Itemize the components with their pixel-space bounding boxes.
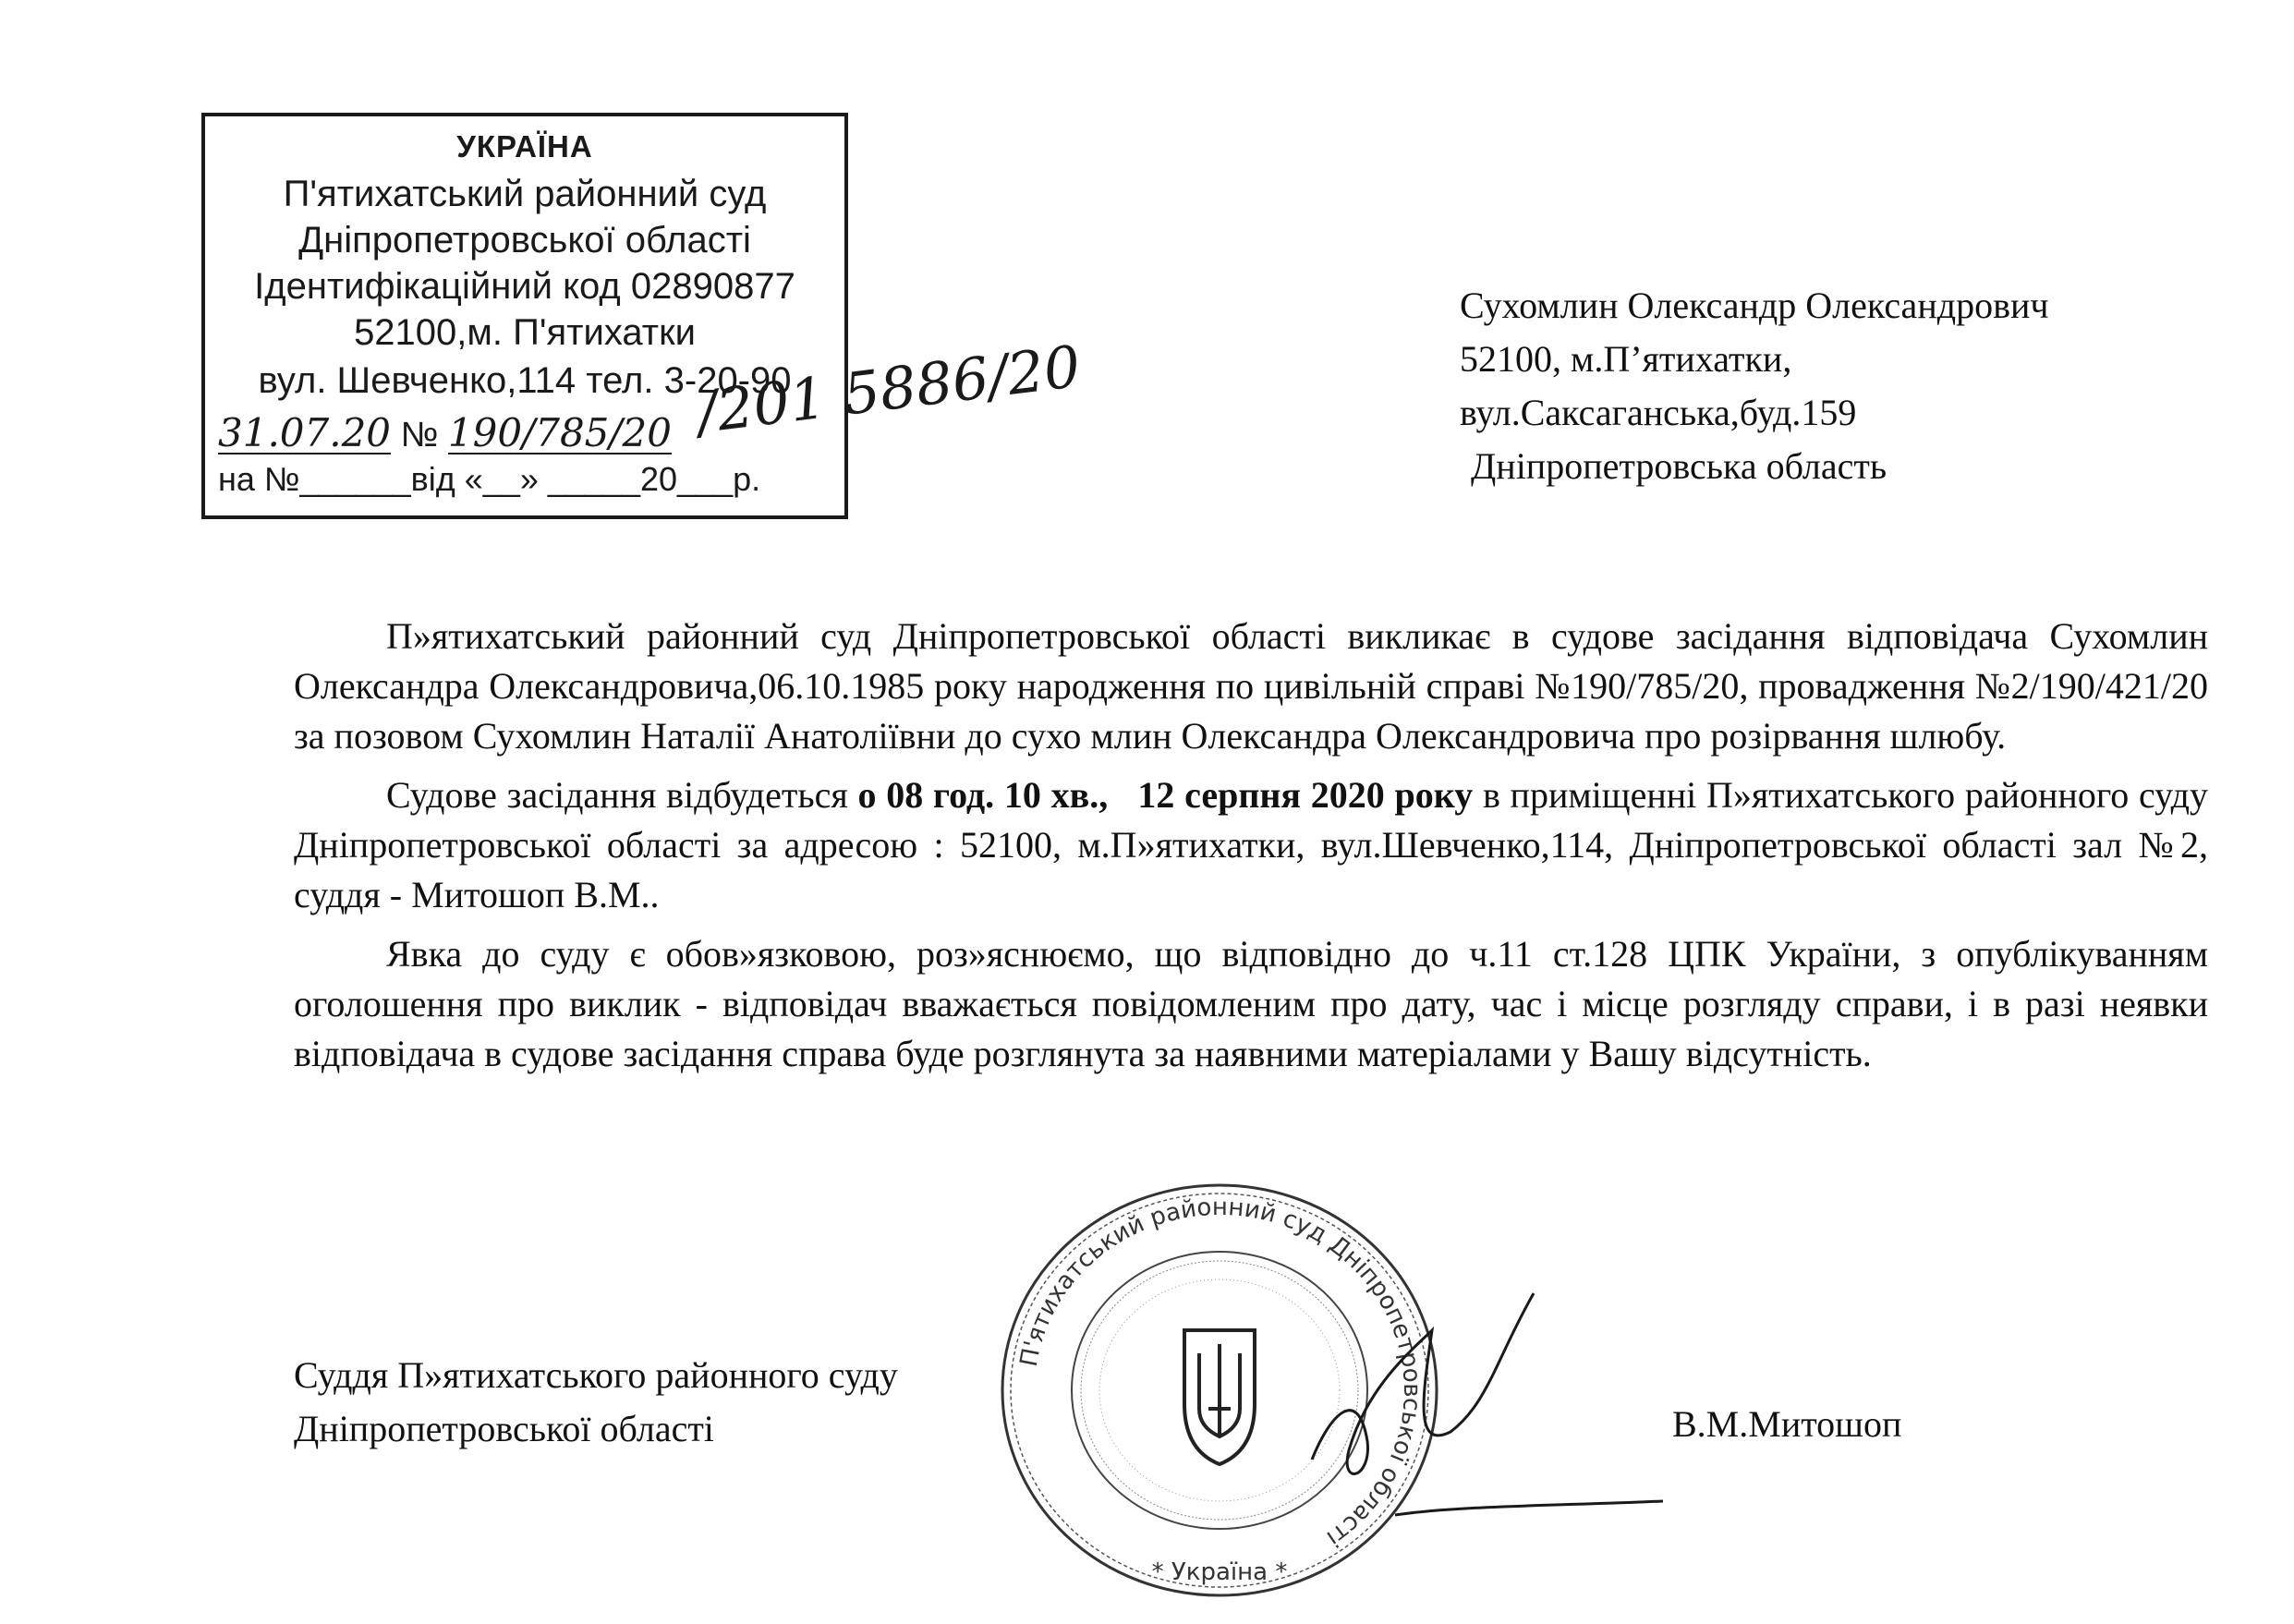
seal-ring-text: П'ятихатський районний суд Дніпропетровської області	[1014, 1193, 1426, 1553]
hearing-date: 12 серпня 2020 року	[1137, 774, 1474, 816]
paragraph-hearing	[294, 770, 2208, 920]
signer-title-line2: Дніпропетровської області	[294, 1408, 714, 1449]
paragraph-attendance: Явка до суду є обов»язковою, роз»яснюємо, що відповідно до ч.11 ст.128 ЦПК України, з опублікуванням оголошення про виклик - відповідач вважається повідомленим про дату, час і місце розгляду справи, і в разі неявки відповідача в судове засідання справа буде розглянута за наявними матеріалами у Вашу відсутність.	[294, 933, 2208, 1074]
stamp-number-label: №	[400, 416, 439, 454]
addressee-street: вул.Саксаганська,буд.159	[1460, 392, 1857, 433]
stamp-reply-line: на №______від «__» _____20___р.	[218, 460, 761, 498]
addressee-city: 52100, м.П’ятихатки,	[1460, 338, 1792, 380]
signature-block	[294, 1349, 898, 1456]
paragraph-summons: П»ятихатський районний суд Дніпропетровської області викликає в судове засідання відповідача Сухомлин Олександра Олександровича,06.10.1985 року народження по цивільній справі №190/785/20, провадження №2/190/421/20 за позовом Сухомлин Наталії Анатоліївни до сухо млин Олександра Олександровича про розірвання шлюбу.	[294, 615, 2208, 757]
signer-title-line1: Суддя П»ятихатського районного суду	[294, 1354, 898, 1396]
registration-stamp	[201, 113, 848, 519]
stamp-court-name: П'ятихатський районний суд	[283, 174, 767, 214]
addressee-region: Дніпропетровська область	[1471, 445, 1887, 487]
stamp-country: УКРАЇНА	[456, 129, 593, 164]
stamp-id-code: Ідентифікаційний код 02890877	[254, 266, 795, 307]
stamp-region: Дніпропетровської області	[298, 220, 751, 261]
handwritten-case-number: /201 5886/20	[694, 332, 1085, 446]
hearing-intro: Судове засідання відбудеться	[386, 774, 858, 816]
judge-signature-icon	[1275, 1275, 1663, 1552]
stamp-date-handwritten: 31.07.20	[218, 410, 392, 455]
stamp-street: вул. Шевченко,114 тел. 3-20-90	[258, 360, 792, 401]
summons-body	[294, 612, 2208, 1088]
addressee-block	[1460, 279, 2048, 493]
hearing-time: о 08 год. 10 хв.,	[857, 774, 1109, 816]
addressee-name: Сухомлин Олександр Олександрович	[1460, 285, 2049, 326]
hearing-location: в приміщенні П»ятихатського районного суду Дніпропетровської області за адресою : 52100, м.П»ятихатки, вул.Шевченко,114, Дніпропетровської області зал №2, суддя - Митошоп В.М..	[294, 774, 2208, 915]
trident-icon	[1184, 1330, 1255, 1464]
stamp-city: 52100,м. П'ятихатки	[354, 312, 696, 353]
seal-bottom-text: * Україна *	[1151, 1558, 1288, 1586]
stamp-number-handwritten: 190/785/20	[447, 410, 672, 455]
signer-name: В.М.Митошоп	[1672, 1403, 1902, 1445]
